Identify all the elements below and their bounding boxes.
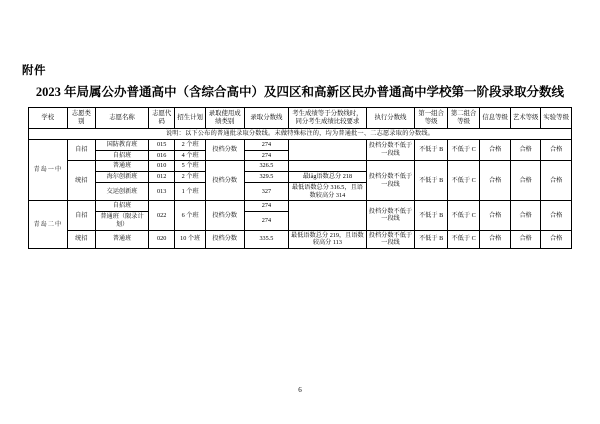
- score-cell: 329.5: [244, 172, 289, 183]
- col-info: 信息等级: [480, 108, 511, 129]
- score-cell: 274: [244, 139, 289, 150]
- tie-rule-cell: [289, 161, 366, 172]
- page-title: 2023 年局属公办普通高中（含综合高中）及四区和高新区民办普通高中学校第一阶段录取分数线: [35, 85, 565, 99]
- group1-cell: 不低于 B: [415, 161, 448, 201]
- name-cell: 普通班（限录计划）: [96, 212, 149, 231]
- score-cell: 326.5: [244, 161, 289, 172]
- group1-cell: 不低于 B: [415, 139, 448, 161]
- code-cell: 013: [148, 182, 174, 201]
- exec-line-cell: 投档分数不低于一段线: [366, 230, 415, 249]
- score-cell: 327: [244, 182, 289, 201]
- score-line-table: [28, 107, 572, 249]
- plan-cell: 10 个班: [175, 230, 206, 249]
- name-cell: 海尔创新班: [96, 172, 149, 183]
- exp-cell: 合格: [541, 139, 572, 161]
- school-cell-qingdao-yizhong: 青岛一中: [29, 139, 68, 201]
- score-type-cell: 投档分数: [205, 139, 244, 161]
- exp-cell: 合格: [541, 201, 572, 230]
- col-group1: 第一组合等级: [415, 108, 448, 129]
- col-art: 艺术等级: [510, 108, 541, 129]
- info-cell: 合格: [480, 161, 511, 201]
- tie-rule-cell: 最低语数总分 316.5，且语数较高分 314: [289, 182, 366, 201]
- type-cell: 自招: [67, 139, 95, 161]
- plan-cell: 6 个班: [175, 201, 206, 230]
- name-cell: 自招班: [96, 150, 149, 161]
- exp-cell: 合格: [541, 161, 572, 201]
- col-group2: 第二组合等级: [447, 108, 480, 129]
- table-row: [29, 161, 572, 172]
- info-cell: 合格: [480, 201, 511, 230]
- info-cell: 合格: [480, 139, 511, 161]
- plan-cell: 1 个班: [175, 182, 206, 201]
- tie-rule-cell: 最低语数总分 219，且语数较高分 113: [289, 230, 366, 249]
- name-cell: 交运创新班: [96, 182, 149, 201]
- plan-cell: 4 个班: [175, 150, 206, 161]
- group1-cell: 不低于 B: [415, 230, 448, 249]
- type-cell: 统招: [67, 161, 95, 201]
- tie-rule-cell: 最låg语数总分 218: [289, 172, 366, 183]
- table-header-row: [29, 108, 572, 129]
- col-plan: 招生计划: [175, 108, 206, 129]
- code-cell: 010: [148, 161, 174, 172]
- code-cell: 016: [148, 150, 174, 161]
- plan-cell: 5 个班: [175, 161, 206, 172]
- tie-rule-cell: [289, 201, 366, 230]
- col-code: 志愿代码: [148, 108, 174, 129]
- group2-cell: 不低于 C: [447, 230, 480, 249]
- name-cell: 国防教育班: [96, 139, 149, 150]
- code-cell: 015: [148, 139, 174, 150]
- exp-cell: 合格: [541, 230, 572, 249]
- col-tie-rule: 考生成绩等于分数线时，同分考生成绩比较要求: [289, 108, 366, 129]
- score-type-cell: 投档分数: [205, 201, 244, 230]
- col-exec-line: 执行分数线: [366, 108, 415, 129]
- table-row: [29, 201, 572, 212]
- name-cell: 普通班: [96, 230, 149, 249]
- table-row: [29, 230, 572, 249]
- table-row: [29, 139, 572, 150]
- exec-line-cell: 投档分数不低于一段线: [366, 201, 415, 230]
- name-cell: 普通班: [96, 161, 149, 172]
- exec-line-cell: 投档分数不低于一段线: [366, 161, 415, 201]
- page-number: 6: [298, 386, 302, 394]
- col-school: 学校: [29, 108, 68, 129]
- table-note: 说明：以下公布的普通批录取分数线。未做特殊标注的，均为普通批一、二志愿录取的分数线。: [29, 129, 572, 140]
- col-name: 志愿名称: [96, 108, 149, 129]
- info-cell: 合格: [480, 230, 511, 249]
- code-cell: 020: [148, 230, 174, 249]
- group1-cell: 不低于 B: [415, 201, 448, 230]
- col-score-type: 录取使用成绩类别: [205, 108, 244, 129]
- art-cell: 合格: [510, 201, 541, 230]
- score-cell: 274: [244, 201, 289, 212]
- score-cell: 274: [244, 212, 289, 231]
- col-score: 录取分数线: [244, 108, 289, 129]
- score-type-cell: 投档分数: [205, 161, 244, 201]
- exec-line-cell: 投档分数不低于一段线: [366, 139, 415, 161]
- plan-cell: 2 个班: [175, 172, 206, 183]
- code-cell: 012: [148, 172, 174, 183]
- code-cell: 022: [148, 201, 174, 230]
- plan-cell: 2 个班: [175, 139, 206, 150]
- group2-cell: 不低于 C: [447, 139, 480, 161]
- art-cell: 合格: [510, 161, 541, 201]
- tie-rule-cell: [289, 139, 366, 161]
- col-exp: 实验等级: [541, 108, 572, 129]
- score-cell: 274: [244, 150, 289, 161]
- type-cell: 自招: [67, 201, 95, 230]
- group2-cell: 不低于 C: [447, 161, 480, 201]
- attachment-label: 附件: [22, 65, 46, 77]
- art-cell: 合格: [510, 139, 541, 161]
- score-cell: 335.5: [244, 230, 289, 249]
- type-cell: 统招: [67, 230, 95, 249]
- name-cell: 自招班: [96, 201, 149, 212]
- table-note-row: [29, 129, 572, 140]
- score-type-cell: 投档分数: [205, 230, 244, 249]
- group2-cell: 不低于 C: [447, 201, 480, 230]
- school-cell-qingdao-erzhong: 青岛二中: [29, 201, 68, 249]
- art-cell: 合格: [510, 230, 541, 249]
- col-type: 志愿类别: [67, 108, 95, 129]
